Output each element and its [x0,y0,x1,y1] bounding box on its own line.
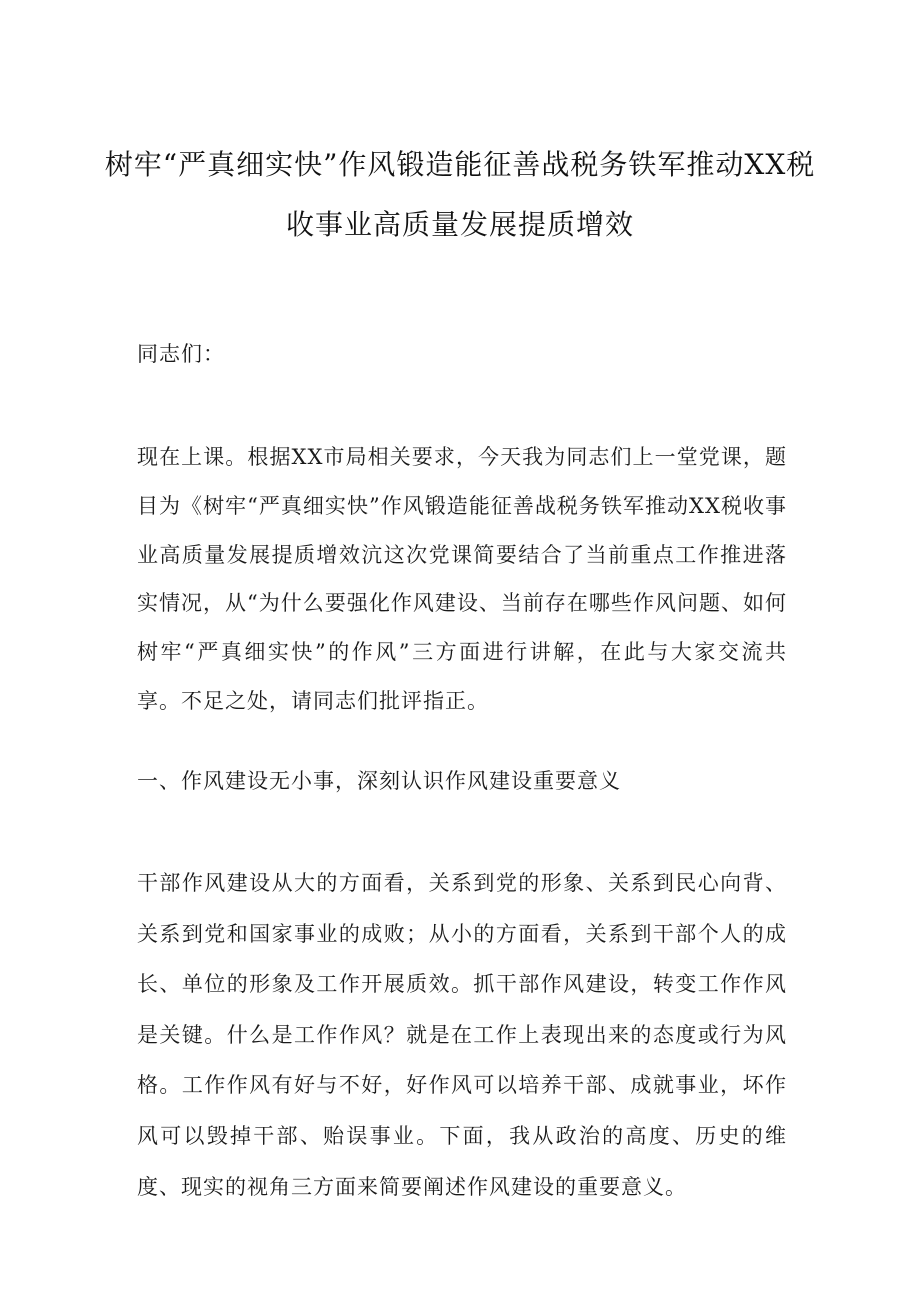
section-1-paragraph: 干部作风建设从大的方面看，关系到党的形象、关系到民心向背、关系到党和国家事业的成败；从小的方面看，关系到干部个人的成长、单位的形象及工作开展质效。抓干部作风建设，转变工作作风是关键。什么是工作作风？就是在工作上表现出来的态度或行为风格。工作作风有好与不好，好作风可以培养干部、成就事业，坏作风可以毁掉干部、贻误事业。下面，我从政治的高度、历史的维度、现实的视角三方面来简要阐述作风建设的重要意义。 [137,871,787,1199]
greeting-text: 同志们： [137,342,225,366]
intro-paragraph: 现在上课。根据XX市局相关要求，今天我为同志们上一堂党课，题目为《树牢“严真细实快”作风锻造能征善战税务铁军推动XX税收事业高质量发展提质增效沆这次党课简要结合了当前重点工作推进落实情况，从“为什么要强化作风建设、当前存在哪些作风问题、如何树牢“严真细实快”的作风”三方面进行讲解，在此与大家交流共享。不足之处，请同志们批评指正。 [137,445,787,713]
document-title-line-2: 收事业高质量发展提质增效 [285,208,634,241]
document-title-line-1: 树牢“严真细实快”作风锻造能征善战税务铁军推动XX税 [104,148,816,181]
section-1-heading: 一、作风建设无小事，深刻认识作风建设重要意义 [137,769,621,793]
